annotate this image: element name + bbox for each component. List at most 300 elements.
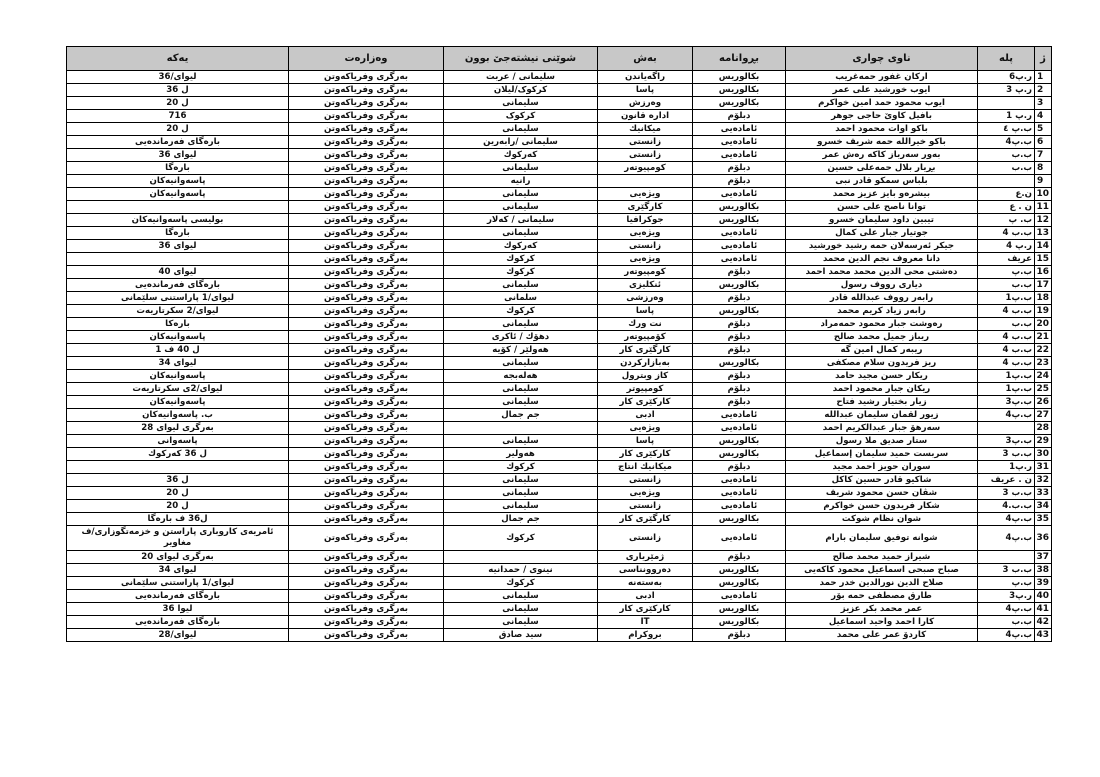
cell-name: زیور لقمان سلیمان عبداللە — [786, 409, 978, 422]
cell-department: ژمێریاری — [598, 551, 693, 564]
table-row — [67, 616, 1052, 629]
cell-name: بلباس سمکو قادر نبی — [786, 175, 978, 188]
cell-department: میکانیك — [598, 123, 693, 136]
cell-ministry: بەرگری وفریاکەوتن — [289, 331, 444, 344]
cell-rank: ب.پ1 — [978, 383, 1035, 396]
cell-ministry: بەرگری وفریاکەوتن — [289, 279, 444, 292]
cell-ministry: بەرگری وفریاکەوتن — [289, 214, 444, 227]
table-row — [67, 110, 1052, 123]
cell-rank: ب.پ4 — [978, 513, 1035, 526]
cell-ministry: بەرگری وفریاکەوتن — [289, 292, 444, 305]
table-row — [67, 396, 1052, 409]
cell-name: بەور سەرباز کاکە رەش عمر — [786, 149, 978, 162]
table-row — [67, 577, 1052, 590]
cell-location: سلیمانی — [444, 500, 598, 513]
cell-unit — [67, 461, 289, 474]
cell-department: دەروونناسی — [598, 564, 693, 577]
cell-unit: ل 36 — [67, 84, 289, 97]
table-row — [67, 500, 1052, 513]
cell-department: کارگێری کار — [598, 513, 693, 526]
cell-rank: ب.ب 3 — [978, 448, 1035, 461]
cell-name: سەرهۆ جبار عبدالکریم احمد — [786, 422, 978, 435]
cell-ministry: بەرگری وفریاکەوتن — [289, 188, 444, 201]
cell-degree: بکالوریس — [693, 305, 786, 318]
cell-rank: ب.پ — [978, 266, 1035, 279]
cell-location: کرکوك — [444, 526, 598, 551]
cell-name: کارا احمد واحید اسماعیل — [786, 616, 978, 629]
cell-location: هەولێر / کۆیە — [444, 344, 598, 357]
header-department: بەش — [598, 47, 693, 71]
cell-department: ئنکلیزی — [598, 279, 693, 292]
cell-location: سلیمانی — [444, 396, 598, 409]
cell-ministry: بەرگری وفریاکەوتن — [289, 370, 444, 383]
cell-location: سید صادق — [444, 629, 598, 642]
cell-location: کرکوك — [444, 461, 598, 474]
cell-degree: دبلۆم — [693, 292, 786, 305]
cell-location: کرکوك — [444, 266, 598, 279]
cell-degree: بکالوریس — [693, 279, 786, 292]
cell-name: شوان نظام شوکت — [786, 513, 978, 526]
cell-ministry: بەرگری وفریاکەوتن — [289, 357, 444, 370]
cell-no: 7 — [1035, 149, 1052, 162]
cell-no: 40 — [1035, 590, 1052, 603]
cell-unit: ل 20 — [67, 123, 289, 136]
cell-rank: ب.ب.4 — [978, 500, 1035, 513]
cell-location: سلیمانی — [444, 474, 598, 487]
cell-unit: پاسەوانیەکان — [67, 331, 289, 344]
cell-department: وەرزش — [598, 97, 693, 110]
cell-rank: ر.پ 1 — [978, 110, 1035, 123]
cell-name: شکار فریدون حسن خواکرم — [786, 500, 978, 513]
cell-rank: ب.پ ٤ — [978, 123, 1035, 136]
header-no: ژ — [1035, 47, 1052, 71]
cell-name: سوران حویز احمد مجید — [786, 461, 978, 474]
cell-location: نینوی / حمدانیە — [444, 564, 598, 577]
cell-rank: ب.پ4 — [978, 136, 1035, 149]
cell-department: کومپیوتەر — [598, 162, 693, 175]
cell-no: 25 — [1035, 383, 1052, 396]
cell-name: زیار بختیار رشید فتاح — [786, 396, 978, 409]
table-row — [67, 474, 1052, 487]
cell-department: میکانیك انتاج — [598, 461, 693, 474]
cell-degree: بکالوریس — [693, 97, 786, 110]
cell-name: شاکیو قادر حسین کاکل — [786, 474, 978, 487]
cell-ministry: بەرگری وفریاکەوتن — [289, 551, 444, 564]
cell-name: رابەر زیاد کریم محمد — [786, 305, 978, 318]
cell-department: بەبازارکردن — [598, 357, 693, 370]
table-row — [67, 629, 1052, 642]
cell-rank: ر.پ 4 — [978, 240, 1035, 253]
cell-degree: ئامادەیی — [693, 474, 786, 487]
cell-location — [444, 551, 598, 564]
table-row — [67, 292, 1052, 305]
cell-ministry: بەرگری وفریاکەوتن — [289, 318, 444, 331]
cell-degree: دبلۆم — [693, 162, 786, 175]
cell-degree: بکالوریس — [693, 603, 786, 616]
cell-unit: ل 40 ف 1 — [67, 344, 289, 357]
cell-name: ستار صدیق ملا رسول — [786, 435, 978, 448]
table-row — [67, 409, 1052, 422]
cell-name: باکو اوات محمود احمد — [786, 123, 978, 136]
cell-name: دانا معروف نجم الدین محمد — [786, 253, 978, 266]
cell-degree: ئامادەیی — [693, 409, 786, 422]
table-row — [67, 97, 1052, 110]
table-row — [67, 84, 1052, 97]
cell-department: زانستی — [598, 240, 693, 253]
cell-degree: ئامادەیی — [693, 136, 786, 149]
cell-rank: ب.ب 4 — [978, 305, 1035, 318]
cell-name: باکو خیراللە حمە شریف خسرو — [786, 136, 978, 149]
table-row — [67, 551, 1052, 564]
table-row — [67, 370, 1052, 383]
cell-name: کاردۆ عمر علی محمد — [786, 629, 978, 642]
cell-rank: ب.ب 4 — [978, 331, 1035, 344]
table-row — [67, 344, 1052, 357]
cell-degree: ئامادەیی — [693, 227, 786, 240]
cell-degree: بکالوریس — [693, 357, 786, 370]
cell-degree: بکالوریس — [693, 435, 786, 448]
cell-unit: بەرگری لیوای 28 — [67, 422, 289, 435]
cell-degree: دبلۆم — [693, 396, 786, 409]
cell-department: زانستی — [598, 149, 693, 162]
cell-ministry: بەرگری وفریاکەوتن — [289, 590, 444, 603]
cell-location: سلیمانی — [444, 97, 598, 110]
cell-degree: ئامادەیی — [693, 487, 786, 500]
cell-degree: دبلۆم — [693, 551, 786, 564]
cell-no: 16 — [1035, 266, 1052, 279]
cell-no: 14 — [1035, 240, 1052, 253]
cell-degree: بکالوریس — [693, 448, 786, 461]
cell-department: زانستی — [598, 500, 693, 513]
cell-degree: ئامادەیی — [693, 590, 786, 603]
cell-unit: ل 20 — [67, 97, 289, 110]
cell-name: توانا ناصح علی حسن — [786, 201, 978, 214]
cell-department: کارکێری کار — [598, 603, 693, 616]
cell-location: جم جمال — [444, 409, 598, 422]
cell-department: پاسا — [598, 305, 693, 318]
cell-no: 4 — [1035, 110, 1052, 123]
cell-rank — [978, 97, 1035, 110]
cell-unit: بارەگای فەرماندەیی — [67, 590, 289, 603]
cell-degree: دبلۆم — [693, 175, 786, 188]
cell-no: 28 — [1035, 422, 1052, 435]
cell-rank: ن . ع — [978, 201, 1035, 214]
cell-location: هەولیر — [444, 448, 598, 461]
cell-ministry: بەرگری وفریاکەوتن — [289, 240, 444, 253]
cell-department: پاسا — [598, 84, 693, 97]
cell-unit: بارەگای فەرماندەیی — [67, 616, 289, 629]
cell-unit — [67, 201, 289, 214]
cell-no: 30 — [1035, 448, 1052, 461]
cell-degree: دبلۆم — [693, 461, 786, 474]
cell-degree: بکالوریس — [693, 577, 786, 590]
cell-department: ویژەیی — [598, 422, 693, 435]
table-row — [67, 201, 1052, 214]
cell-no: 41 — [1035, 603, 1052, 616]
cell-department: ادبی — [598, 409, 693, 422]
cell-ministry: بەرگری وفریاکەوتن — [289, 253, 444, 266]
cell-no: 29 — [1035, 435, 1052, 448]
cell-name: جیکر ئەرسەلان حمە رشید خورشید — [786, 240, 978, 253]
cell-department: کومپیوتەر — [598, 266, 693, 279]
cell-no: 37 — [1035, 551, 1052, 564]
cell-location: جم جمال — [444, 513, 598, 526]
cell-department: زانستی — [598, 526, 693, 551]
cell-no: 5 — [1035, 123, 1052, 136]
cell-unit: ب. پاسەوانیەکان — [67, 409, 289, 422]
cell-rank: ب.ب — [978, 279, 1035, 292]
cell-location: کەرکوك — [444, 240, 598, 253]
cell-no: 19 — [1035, 305, 1052, 318]
cell-ministry: بەرگری وفریاکەوتن — [289, 577, 444, 590]
cell-department: ویژەیی — [598, 188, 693, 201]
cell-location: کرکوك — [444, 577, 598, 590]
cell-unit: ل36 ف بارەگا — [67, 513, 289, 526]
cell-rank: ب.ب — [978, 162, 1035, 175]
cell-no: 2 — [1035, 84, 1052, 97]
cell-location: سلیمانی — [444, 616, 598, 629]
cell-location: سلیمانی — [444, 590, 598, 603]
cell-ministry: بەرگری وفریاکەوتن — [289, 513, 444, 526]
cell-name: بافیل کاوێ حاجی جوهر — [786, 110, 978, 123]
cell-rank: ب.ب — [978, 616, 1035, 629]
cell-unit: لیوای/36 — [67, 71, 289, 84]
cell-department: بروکرام — [598, 629, 693, 642]
table-row — [67, 253, 1052, 266]
cell-ministry: بەرگری وفریاکەوتن — [289, 603, 444, 616]
cell-department: کۆمپیوتەر — [598, 331, 693, 344]
cell-unit: بارەگا — [67, 227, 289, 240]
cell-location: سلیمانی — [444, 188, 598, 201]
cell-ministry: بەرگری وفریاکەوتن — [289, 149, 444, 162]
cell-name: شڤان حسن محمود شریف — [786, 487, 978, 500]
cell-name: طارق مصطفی حمە بۆر — [786, 590, 978, 603]
cell-unit: پاسەوانیەکان — [67, 396, 289, 409]
cell-location: سلیمانی — [444, 383, 598, 396]
table-row — [67, 318, 1052, 331]
cell-degree: بکالوریس — [693, 616, 786, 629]
cell-ministry: بەرگری وفریاکەوتن — [289, 123, 444, 136]
cell-name: شیراز حمید محمد صالح — [786, 551, 978, 564]
personnel-table-sheet — [66, 46, 1051, 642]
cell-name: دیاری رووف رسول — [786, 279, 978, 292]
cell-department: زانستی — [598, 136, 693, 149]
cell-ministry: بەرگری وفریاکەوتن — [289, 97, 444, 110]
cell-degree: دبلۆم — [693, 331, 786, 344]
cell-department: کومپیوتر — [598, 383, 693, 396]
cell-department: ادارە قانون — [598, 110, 693, 123]
cell-location — [444, 422, 598, 435]
cell-department: IT — [598, 616, 693, 629]
cell-name: صلاح الدین نورالدین خدر حمد — [786, 577, 978, 590]
cell-name: ریکان جبار محمود احمد — [786, 383, 978, 396]
cell-location: سلیمانی — [444, 435, 598, 448]
cell-rank: ب.ب — [978, 318, 1035, 331]
table-row — [67, 149, 1052, 162]
table-row — [67, 526, 1052, 551]
cell-ministry: بەرگری وفریاکەوتن — [289, 383, 444, 396]
cell-unit: بارەکا — [67, 318, 289, 331]
cell-unit: پاسەوانیەکان — [67, 188, 289, 201]
cell-rank: ر.پ 3 — [978, 84, 1035, 97]
cell-location: کرکوک/لیلان — [444, 84, 598, 97]
cell-ministry: بەرگری وفریاکەوتن — [289, 526, 444, 551]
header-name: ناوی چواری — [786, 47, 978, 71]
cell-rank: ب.ب 4 — [978, 357, 1035, 370]
cell-unit: ل 36 کەرکوك — [67, 448, 289, 461]
cell-name: رەوشت جبار محمود حمەمراد — [786, 318, 978, 331]
cell-name: دەشتی محی الدین محمد محمد احمد — [786, 266, 978, 279]
cell-degree: بکالوریس — [693, 201, 786, 214]
cell-rank: ب.ب 3 — [978, 564, 1035, 577]
cell-rank: ب.ب 3 — [978, 487, 1035, 500]
cell-rank: ب.ب — [978, 149, 1035, 162]
table-row — [67, 603, 1052, 616]
cell-rank: ب. پ — [978, 214, 1035, 227]
cell-unit: بارەگای فەرماندەیی — [67, 279, 289, 292]
cell-unit: ل 20 — [67, 500, 289, 513]
cell-location: سلیمانی — [444, 201, 598, 214]
cell-unit: لیوای 34 — [67, 357, 289, 370]
cell-rank: ن.ع — [978, 188, 1035, 201]
table-row — [67, 162, 1052, 175]
cell-department: ویژەیی — [598, 487, 693, 500]
header-location: شوێنی نیشتەجێ بوون — [444, 47, 598, 71]
cell-ministry: بەرگری وفریاکەوتن — [289, 409, 444, 422]
cell-rank: ب.پ4 — [978, 603, 1035, 616]
cell-no: 26 — [1035, 396, 1052, 409]
cell-rank: ر.پ3 — [978, 590, 1035, 603]
table-row — [67, 513, 1052, 526]
cell-department: کارکێری کار — [598, 396, 693, 409]
cell-rank: ب.ب 4 — [978, 344, 1035, 357]
table-row — [67, 564, 1052, 577]
cell-ministry: بەرگری وفریاکەوتن — [289, 487, 444, 500]
cell-ministry: بەرگری وفریاکەوتن — [289, 422, 444, 435]
cell-no: 34 — [1035, 500, 1052, 513]
cell-unit: لیوا 36 — [67, 603, 289, 616]
cell-rank: ر.پ6 — [978, 71, 1035, 84]
cell-department: بەستەنە — [598, 577, 693, 590]
cell-unit: پاسەوانی — [67, 435, 289, 448]
cell-no: 36 — [1035, 526, 1052, 551]
cell-rank: ب.پ3 — [978, 435, 1035, 448]
table-row — [67, 240, 1052, 253]
cell-no: 20 — [1035, 318, 1052, 331]
cell-department: کاز وبترول — [598, 370, 693, 383]
table-row — [67, 331, 1052, 344]
cell-department: ادبی — [598, 590, 693, 603]
cell-ministry: بەرگری وفریاکەوتن — [289, 344, 444, 357]
cell-no: 32 — [1035, 474, 1052, 487]
cell-ministry: بەرگری وفریاکەوتن — [289, 435, 444, 448]
cell-department — [598, 175, 693, 188]
cell-unit: لیوای 40 — [67, 266, 289, 279]
cell-name: صباح صبحی اسماعیل محمود کاکەیی — [786, 564, 978, 577]
cell-no: 18 — [1035, 292, 1052, 305]
cell-unit: لیوای 36 — [67, 240, 289, 253]
cell-degree: دبلۆم — [693, 318, 786, 331]
personnel-table — [66, 46, 1052, 642]
cell-department: پاسا — [598, 435, 693, 448]
cell-unit: بارەگای فەرماندەیی — [67, 136, 289, 149]
cell-location: دهۆك / ئاکری — [444, 331, 598, 344]
cell-no: 15 — [1035, 253, 1052, 266]
cell-degree: دبلۆم — [693, 266, 786, 279]
cell-no: 6 — [1035, 136, 1052, 149]
cell-no: 27 — [1035, 409, 1052, 422]
cell-unit: پاسەوانیەکان — [67, 175, 289, 188]
cell-location: سلمانی — [444, 292, 598, 305]
cell-unit: بەرگری لیوای 20 — [67, 551, 289, 564]
header-degree: بڕوانامه — [693, 47, 786, 71]
cell-unit: لیوای/2 سکرتاریەت — [67, 305, 289, 318]
cell-rank: ب.پ1 — [978, 370, 1035, 383]
cell-no: 21 — [1035, 331, 1052, 344]
cell-no: 9 — [1035, 175, 1052, 188]
cell-no: 3 — [1035, 97, 1052, 110]
cell-unit: لیوای 34 — [67, 564, 289, 577]
cell-department: ویژەیی — [598, 253, 693, 266]
table-row — [67, 487, 1052, 500]
cell-ministry: بەرگری وفریاکەوتن — [289, 616, 444, 629]
cell-unit: 716 — [67, 110, 289, 123]
cell-location: سلیمانی — [444, 279, 598, 292]
cell-department: ویژەیی — [598, 227, 693, 240]
cell-ministry: بەرگری وفریاکەوتن — [289, 305, 444, 318]
cell-location: کرکوك — [444, 305, 598, 318]
cell-department: راگەیاندن — [598, 71, 693, 84]
table-body — [67, 71, 1052, 642]
cell-degree: ئامادەیی — [693, 500, 786, 513]
cell-rank: ب.پ — [978, 577, 1035, 590]
cell-name: ایوب خورشید علی عمر — [786, 84, 978, 97]
table-row — [67, 71, 1052, 84]
cell-no: 31 — [1035, 461, 1052, 474]
cell-location: کەرکوك — [444, 149, 598, 162]
cell-ministry: بەرگری وفریاکەوتن — [289, 564, 444, 577]
header-unit: یەکە — [67, 47, 289, 71]
table-row — [67, 227, 1052, 240]
header-rank: پله — [978, 47, 1035, 71]
cell-name: ایوب محمود حمد امین خواکرم — [786, 97, 978, 110]
cell-degree: بکالوریس — [693, 513, 786, 526]
cell-name: رابەر رووف عبداللە قادر — [786, 292, 978, 305]
cell-degree: ئامادەیی — [693, 149, 786, 162]
cell-no: 22 — [1035, 344, 1052, 357]
cell-unit: لیوای/1 پاراستنی سلێمانی — [67, 292, 289, 305]
cell-name: سربست حمید سلیمان إسماعیل — [786, 448, 978, 461]
cell-rank — [978, 175, 1035, 188]
cell-unit: بولیسی پاسەوانیەکان — [67, 214, 289, 227]
cell-ministry: بەرگری وفریاکەوتن — [289, 227, 444, 240]
cell-location: سلیمانی — [444, 123, 598, 136]
cell-department: جوکرافیا — [598, 214, 693, 227]
table-row — [67, 305, 1052, 318]
cell-unit: لیوای/2ی سکرتاریەت — [67, 383, 289, 396]
table-row — [67, 590, 1052, 603]
table-row — [67, 435, 1052, 448]
table-row — [67, 279, 1052, 292]
cell-ministry: بەرگری وفریاکەوتن — [289, 162, 444, 175]
table-row — [67, 188, 1052, 201]
cell-unit: لیوای/1 پاراستنی سلێمانی — [67, 577, 289, 590]
cell-name: ریباز جمیل محمد صالح — [786, 331, 978, 344]
table-row — [67, 422, 1052, 435]
cell-location: رانیە — [444, 175, 598, 188]
cell-location: سلیمانی — [444, 603, 598, 616]
cell-no: 8 — [1035, 162, 1052, 175]
